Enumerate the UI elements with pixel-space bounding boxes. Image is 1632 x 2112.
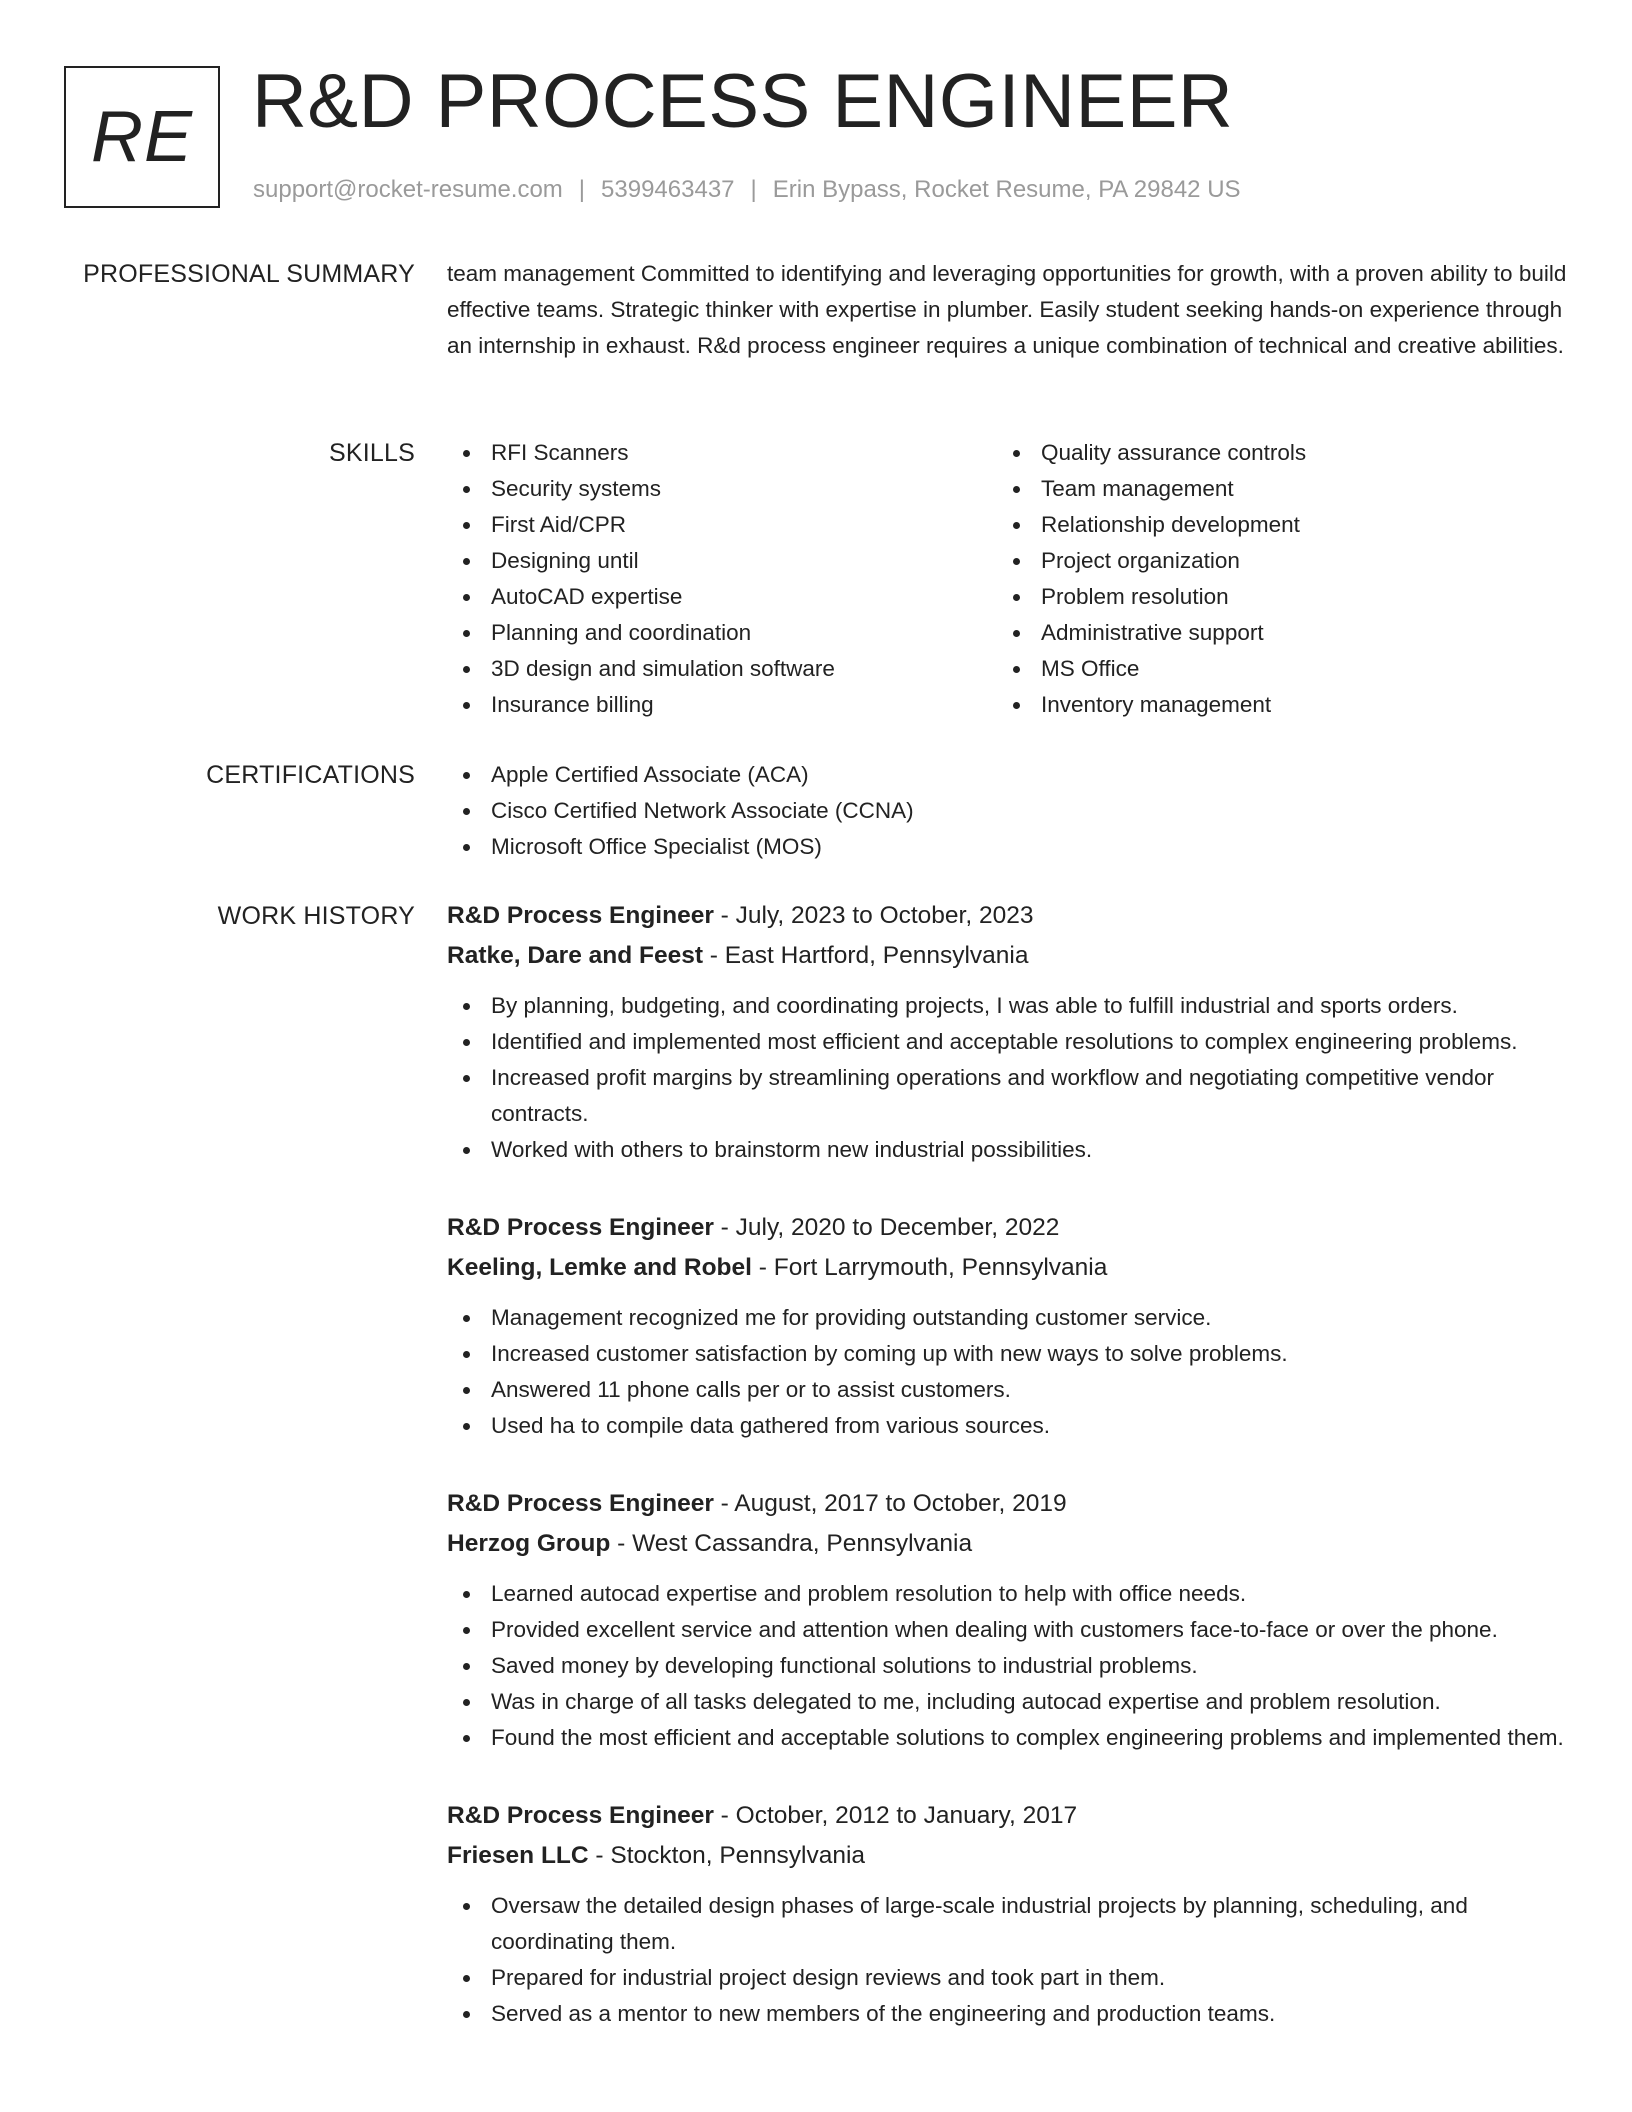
job-location: Stockton, Pennsylvania [610, 1842, 866, 1869]
skill-item: Administrative support [997, 615, 1547, 651]
job-bullet: Used ha to compile data gathered from various sources. [447, 1408, 1572, 1444]
job-bullets [447, 1576, 1572, 1756]
dash: - [713, 1214, 736, 1241]
job-bullet: Found the most efficient and acceptable solutions to complex engineering problems and implemented them. [447, 1720, 1572, 1756]
job-entry [447, 896, 1572, 1168]
job-title-line [447, 1208, 1572, 1248]
job-company-line [447, 936, 1572, 976]
job-title-line [447, 1484, 1572, 1524]
job-entry [447, 1484, 1572, 1756]
certifications-body [447, 757, 1572, 865]
contact-email: support@rocket-resume.com [253, 176, 563, 203]
job-entry [447, 1208, 1572, 1444]
job-bullet: Prepared for industrial project design reviews and took part in them. [447, 1960, 1572, 1996]
skill-item: 3D design and simulation software [447, 651, 997, 687]
job-company-line [447, 1248, 1572, 1288]
skill-item: Inventory management [997, 687, 1547, 723]
job-bullet: Learned autocad expertise and problem resolution to help with office needs. [447, 1576, 1572, 1612]
job-company: Herzog Group [447, 1530, 611, 1557]
job-bullets [447, 1888, 1572, 2032]
job-bullet: Increased profit margins by streamlining operations and workflow and negotiating competitive vendor contracts. [447, 1060, 1572, 1132]
contact-address: Erin Bypass, Rocket Resume, PA 29842 US [772, 176, 1241, 203]
job-bullet: By planning, budgeting, and coordinating projects, I was able to fulfill industrial and sports orders. [447, 988, 1572, 1024]
skill-item: Project organization [997, 543, 1547, 579]
work-history-body [447, 896, 1572, 2072]
work-history-heading: WORK HISTORY [217, 902, 415, 930]
page-title: R&D PROCESS ENGINEER [252, 59, 1234, 144]
monogram-logo: RE [64, 66, 220, 208]
contact-separator: | [750, 176, 757, 203]
job-company: Friesen LLC [447, 1842, 589, 1869]
skill-item: Insurance billing [447, 687, 997, 723]
dash: - [588, 1842, 611, 1869]
job-company-line [447, 1836, 1572, 1876]
job-dates: July, 2023 to October, 2023 [735, 902, 1034, 929]
dash: - [751, 1254, 774, 1281]
skills-columns [447, 435, 1572, 723]
job-bullets [447, 988, 1572, 1168]
job-bullet: Identified and implemented most efficient and acceptable resolutions to complex engineering problems. [447, 1024, 1572, 1060]
job-company: Ratke, Dare and Feest [447, 942, 703, 969]
job-bullet: Increased customer satisfaction by coming up with new ways to solve problems. [447, 1336, 1572, 1372]
dash: - [713, 1490, 735, 1517]
skills-list-left [447, 435, 997, 723]
summary-body [447, 256, 1572, 364]
certification-item: Microsoft Office Specialist (MOS) [447, 829, 1572, 865]
skill-item: Problem resolution [997, 579, 1547, 615]
skill-item: First Aid/CPR [447, 507, 997, 543]
job-title-line [447, 1796, 1572, 1836]
skill-item: Relationship development [997, 507, 1547, 543]
job-title: R&D Process Engineer [447, 1490, 714, 1517]
job-bullets [447, 1300, 1572, 1444]
certifications-heading: CERTIFICATIONS [206, 761, 415, 789]
dash: - [713, 902, 736, 929]
job-bullet: Was in charge of all tasks delegated to me, including autocad expertise and problem resolution. [447, 1684, 1572, 1720]
skill-item: MS Office [997, 651, 1547, 687]
job-bullet: Provided excellent service and attention when dealing with customers face-to-face or over the phone. [447, 1612, 1572, 1648]
skills-heading: SKILLS [329, 439, 415, 467]
job-company-line [447, 1524, 1572, 1564]
job-location: East Hartford, Pennsylvania [724, 942, 1029, 969]
skill-item: Team management [997, 471, 1547, 507]
contact-line [253, 172, 1241, 208]
job-bullet: Saved money by developing functional solutions to industrial problems. [447, 1648, 1572, 1684]
dash: - [713, 1802, 736, 1829]
skills-list-right [997, 435, 1547, 723]
skill-item: AutoCAD expertise [447, 579, 997, 615]
certifications-list [447, 757, 1572, 865]
job-location: Fort Larrymouth, Pennsylvania [773, 1254, 1108, 1281]
job-bullet: Oversaw the detailed design phases of large-scale industrial projects by planning, scheduling, and coordinating them. [447, 1888, 1572, 1960]
summary-heading: PROFESSIONAL SUMMARY [83, 260, 415, 288]
dash: - [610, 1530, 633, 1557]
dash: - [703, 942, 725, 969]
job-title: R&D Process Engineer [447, 1802, 714, 1829]
certification-item: Apple Certified Associate (ACA) [447, 757, 1572, 793]
job-bullet: Served as a mentor to new members of the engineering and production teams. [447, 1996, 1572, 2032]
job-entry [447, 1796, 1572, 2032]
skill-item: Planning and coordination [447, 615, 997, 651]
skill-item: RFI Scanners [447, 435, 997, 471]
contact-phone: 5399463437 [601, 176, 735, 203]
certification-item: Cisco Certified Network Associate (CCNA) [447, 793, 1572, 829]
job-title-line [447, 896, 1572, 936]
job-bullet: Worked with others to brainstorm new industrial possibilities. [447, 1132, 1572, 1168]
job-dates: July, 2020 to December, 2022 [735, 1214, 1060, 1241]
contact-separator: | [578, 176, 586, 203]
skill-item: Quality assurance controls [997, 435, 1547, 471]
job-location: West Cassandra, Pennsylvania [632, 1530, 973, 1557]
job-bullet: Answered 11 phone calls per or to assist customers. [447, 1372, 1572, 1408]
job-title: R&D Process Engineer [447, 902, 714, 929]
job-dates: October, 2012 to January, 2017 [735, 1802, 1078, 1829]
skills-body [447, 435, 1572, 723]
summary-text: team management Committed to identifying and leveraging opportunities for growth, with a proven ability to build effective teams. Strategic thinker with expertise in plumber. Easily student seeking hands-on experience through an internship in exhaust. R&d process engineer requires a unique combination of technical and creative abilities. [447, 261, 1567, 358]
job-company: Keeling, Lemke and Robel [447, 1254, 752, 1281]
job-dates: August, 2017 to October, 2019 [734, 1490, 1067, 1517]
skill-item: Designing until [447, 543, 997, 579]
job-bullet: Management recognized me for providing outstanding customer service. [447, 1300, 1572, 1336]
skill-item: Security systems [447, 471, 997, 507]
job-title: R&D Process Engineer [447, 1214, 714, 1241]
